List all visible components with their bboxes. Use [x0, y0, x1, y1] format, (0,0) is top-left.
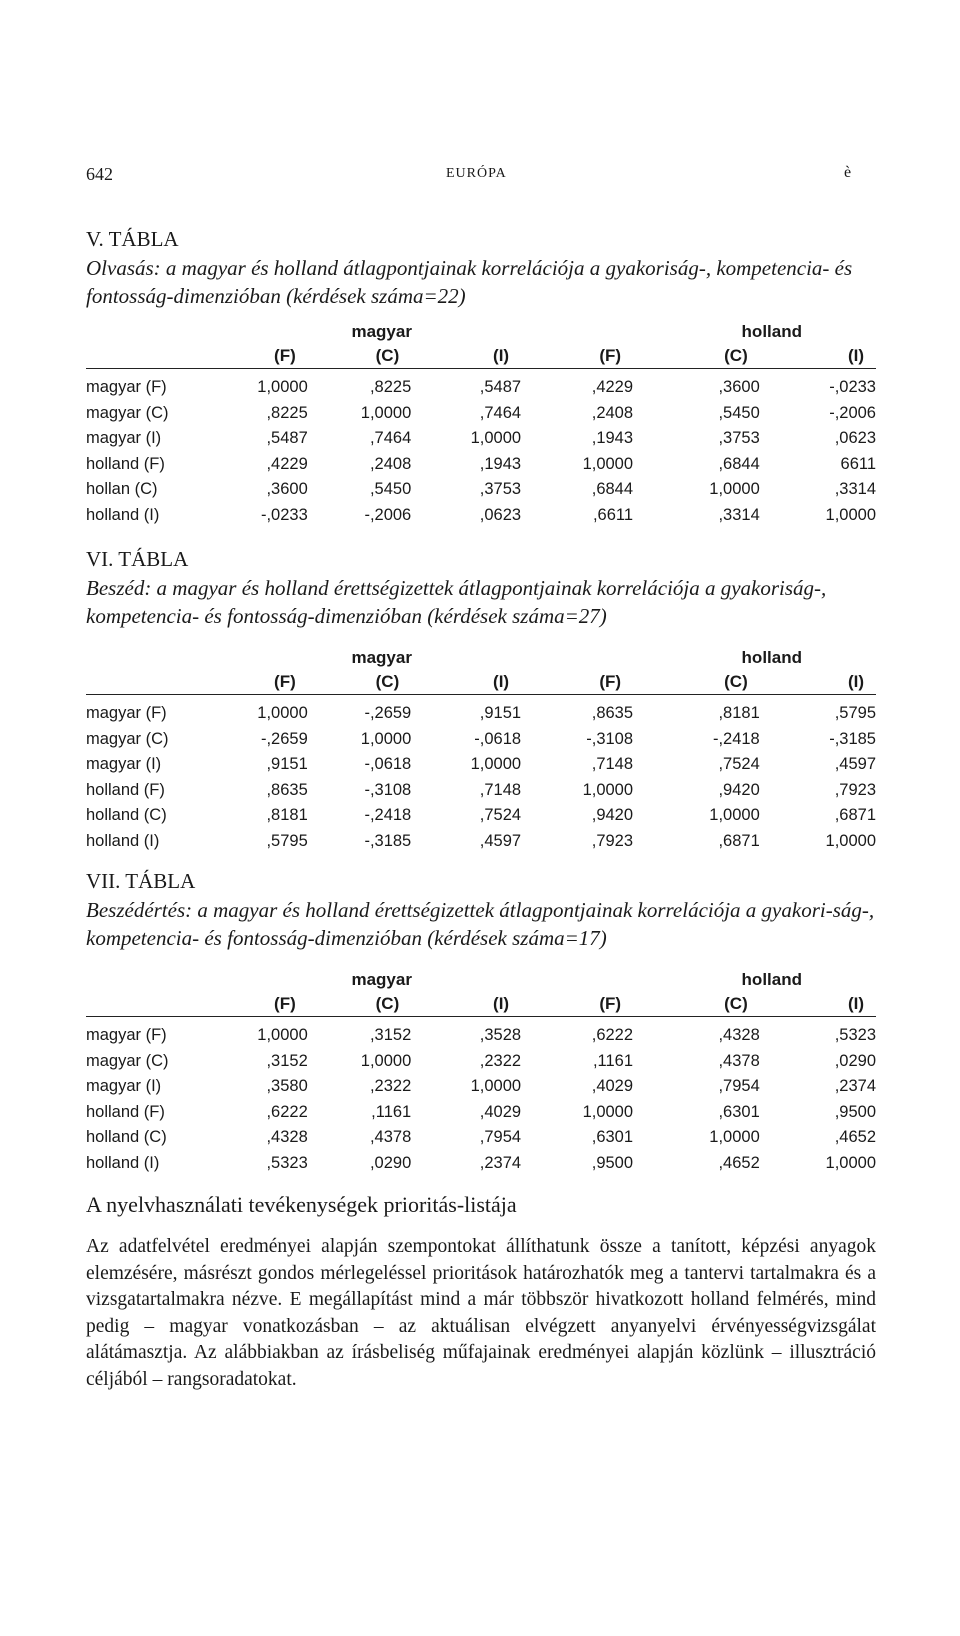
row-label: holland (I)	[86, 831, 160, 850]
table-cell: ,3314	[718, 505, 760, 524]
table-row	[86, 401, 876, 427]
table-section-vii	[86, 868, 876, 1172]
row-label: magyar (F)	[86, 704, 167, 723]
table-cell: ,8635	[591, 704, 634, 723]
table-cell: ,5795	[834, 704, 876, 723]
column-header: (I)	[760, 992, 876, 1017]
table-row	[86, 1049, 876, 1075]
table-cell: -,2659	[364, 704, 412, 723]
table-cell: 1,0000	[582, 1102, 634, 1121]
column-header-row	[86, 670, 876, 695]
table-cell: -,3108	[586, 729, 634, 748]
column-header: (C)	[633, 992, 760, 1017]
table-cell: ,3152	[369, 1026, 412, 1045]
table-cell: ,5487	[479, 378, 522, 397]
table-cell: -,2418	[712, 729, 760, 748]
table-cell: ,7923	[591, 831, 634, 850]
table-cell: 1,0000	[709, 480, 760, 499]
table-cell: 1,0000	[470, 755, 522, 774]
table-cell: ,6222	[266, 1102, 308, 1121]
table-cell: ,4597	[479, 831, 522, 850]
row-label: holland (I)	[86, 1153, 160, 1172]
column-header: (C)	[308, 670, 411, 695]
table-cell: ,4328	[718, 1026, 760, 1045]
body-paragraph: Az adatfelvétel eredményei alapján szempontokat állíthatunk össze a tanított, képzési anyagok elemzésére, másrészt gondos mérlegeléssel prioritások határozhatók meg a tantervi tartalmakra és a vizsgatartalmakra nézve. E megállapítást mind a már többször hivatkozott holland felmérés, mind pedig – magyar vonatkozásban – az aktuálisan elvégzett anyanyelvi érvényességvizsgálat alátámasztja. Az alábbiakban az írásbeliség műfajainak eredményei alapján közlünk – illusztráció céljából – rangsoradatokat.	[86, 1236, 876, 1390]
table-row	[86, 727, 876, 753]
table-title: VII. TÁBLA	[86, 869, 196, 893]
column-header: (C)	[633, 344, 760, 369]
table-cell: ,6301	[591, 1128, 634, 1147]
table-cell: ,4652	[834, 1128, 876, 1147]
table-row	[86, 829, 876, 855]
table-row	[86, 503, 876, 529]
table-row	[86, 778, 876, 804]
table-cell: ,1943	[591, 429, 634, 448]
table-cell: ,4029	[479, 1102, 522, 1121]
row-label: magyar (C)	[86, 729, 169, 748]
table-cell: ,8181	[718, 704, 760, 723]
table-cell: ,4652	[718, 1153, 760, 1172]
table-cell: ,7464	[369, 429, 412, 448]
table-cell: ,9500	[591, 1153, 634, 1172]
table-caption: Beszédértés: a magyar és holland érettségizettek átlagpontjainak korrelációja a gyakori-ság-, kompetencia- és fontosság-dimenzióban (kérdések száma=17)	[86, 898, 875, 950]
table-cell: ,9420	[591, 806, 634, 825]
table-cell: ,8181	[266, 806, 308, 825]
table-cell: ,4229	[266, 454, 308, 473]
table-row	[86, 477, 876, 503]
table-row	[86, 695, 876, 727]
table-row	[86, 1100, 876, 1126]
table-cell: 1,0000	[360, 1051, 412, 1070]
table-cell: 1,0000	[257, 704, 308, 723]
table-cell: ,3580	[266, 1077, 308, 1096]
table-cell: -,0233	[260, 505, 308, 524]
table-cell: 1,0000	[709, 1128, 760, 1147]
row-label: magyar (F)	[86, 378, 167, 397]
table-cell: -,3108	[364, 780, 412, 799]
group-header-row	[86, 646, 876, 670]
table-cell: -,2006	[829, 403, 876, 422]
section-heading: A nyelvhasználati tevékenységek prioritás-listája	[86, 1192, 517, 1217]
page-number: 642	[86, 164, 113, 184]
table-cell: ,5323	[266, 1153, 308, 1172]
table-cell: ,6611	[592, 505, 634, 524]
group-header: magyar	[351, 322, 412, 341]
table-cell: -,3185	[829, 729, 876, 748]
table-cell: -,2418	[364, 806, 412, 825]
table-title: VI. TÁBLA	[86, 547, 189, 571]
table-cell: ,6301	[718, 1102, 760, 1121]
column-header: (F)	[242, 992, 307, 1017]
table-cell: ,9151	[479, 704, 522, 723]
table-cell: ,8225	[266, 403, 308, 422]
column-header: (C)	[633, 670, 760, 695]
row-label: magyar (I)	[86, 1077, 162, 1096]
table-cell: ,7954	[479, 1128, 522, 1147]
group-header-row	[86, 320, 876, 344]
table-cell: -,2659	[260, 729, 308, 748]
table-cell: ,1943	[479, 454, 522, 473]
column-header: (I)	[411, 992, 521, 1017]
table-cell: ,2322	[479, 1051, 522, 1070]
correlation-table	[86, 320, 876, 528]
group-header: magyar	[351, 648, 412, 667]
table-row	[86, 752, 876, 778]
column-header: (I)	[411, 670, 521, 695]
page-mark: ѐ	[844, 164, 852, 181]
table-cell: ,9500	[834, 1102, 876, 1121]
column-header: (F)	[242, 344, 307, 369]
table-section-vi	[86, 546, 876, 850]
row-label: magyar (I)	[86, 429, 162, 448]
column-header: (F)	[521, 344, 633, 369]
row-label: holland (C)	[86, 806, 167, 825]
table-cell: ,4029	[591, 1077, 634, 1096]
table-row	[86, 452, 876, 478]
column-header: (F)	[242, 670, 307, 695]
table-cell: 1,0000	[257, 1026, 308, 1045]
correlation-table	[86, 968, 876, 1176]
table-cell: ,5450	[369, 480, 412, 499]
row-label: hollan (C)	[86, 480, 158, 499]
table-cell: -,0233	[829, 378, 876, 397]
row-label: holland (F)	[86, 780, 165, 799]
table-cell: 1,0000	[825, 1153, 876, 1172]
correlation-table	[86, 646, 876, 854]
table-row	[86, 803, 876, 829]
table-cell: 1,0000	[582, 780, 634, 799]
table-cell: ,3314	[834, 480, 876, 499]
table-row	[86, 1074, 876, 1100]
table-cell: 1,0000	[470, 1077, 522, 1096]
column-header: (F)	[521, 992, 633, 1017]
table-row	[86, 1017, 876, 1049]
row-label: holland (I)	[86, 505, 160, 524]
table-cell: ,6844	[591, 480, 634, 499]
table-cell: -,3185	[364, 831, 412, 850]
table-cell: ,6222	[591, 1026, 634, 1045]
table-cell: ,7464	[479, 403, 522, 422]
table-cell: ,8635	[266, 780, 308, 799]
table-cell: 1,0000	[360, 403, 412, 422]
table-row	[86, 369, 876, 401]
row-label: magyar (I)	[86, 755, 162, 774]
table-cell: 1,0000	[825, 831, 876, 850]
group-header: holland	[741, 322, 802, 341]
group-header: holland	[741, 970, 802, 989]
table-cell: ,6871	[834, 806, 876, 825]
table-cell: ,1161	[592, 1051, 634, 1070]
table-cell: 1,0000	[582, 454, 634, 473]
table-section-v	[86, 226, 876, 524]
table-cell: -,0618	[474, 729, 522, 748]
table-cell: ,5795	[266, 831, 308, 850]
table-cell: 1,0000	[825, 505, 876, 524]
table-cell: ,6844	[718, 454, 760, 473]
column-header: (F)	[521, 670, 633, 695]
table-row	[86, 426, 876, 452]
table-cell: ,7148	[591, 755, 634, 774]
table-cell: ,3600	[266, 480, 308, 499]
page-header	[86, 164, 852, 188]
table-cell: ,2408	[591, 403, 634, 422]
table-cell: ,3600	[718, 378, 760, 397]
table-cell: 1,0000	[257, 378, 308, 397]
table-cell: ,4597	[834, 755, 876, 774]
table-cell: ,3528	[479, 1026, 522, 1045]
row-label: magyar (C)	[86, 403, 169, 422]
table-cell: 6611	[840, 454, 876, 473]
row-label: magyar (C)	[86, 1051, 169, 1070]
column-header-row	[86, 344, 876, 369]
table-cell: ,1161	[371, 1102, 412, 1121]
table-cell: ,5323	[834, 1026, 876, 1045]
row-label: holland (F)	[86, 454, 165, 473]
column-header: (I)	[760, 670, 876, 695]
table-row	[86, 1151, 876, 1177]
running-title: EURÓPA	[446, 166, 507, 181]
group-header: magyar	[351, 970, 412, 989]
column-header: (C)	[308, 344, 411, 369]
table-cell: ,5450	[718, 403, 760, 422]
table-row	[86, 1125, 876, 1151]
table-cell: ,2374	[834, 1077, 876, 1096]
table-cell: ,7923	[834, 780, 876, 799]
table-cell: ,8225	[369, 378, 412, 397]
table-cell: ,0290	[834, 1051, 876, 1070]
table-cell: ,0290	[369, 1153, 412, 1172]
row-label: magyar (F)	[86, 1026, 167, 1045]
table-caption: Beszéd: a magyar és holland érettségizettek átlagpontjainak korrelációja a gyakoriság-, kompetencia- és fontosság-dimenzióban (kérdések száma=27)	[86, 576, 827, 628]
table-cell: -,0618	[364, 755, 412, 774]
table-cell: ,3753	[718, 429, 760, 448]
column-header-row	[86, 992, 876, 1017]
table-cell: ,4378	[369, 1128, 412, 1147]
table-cell: ,4378	[718, 1051, 760, 1070]
table-caption: Olvasás: a magyar és holland átlagpontjainak korrelációja a gyakoriság-, kompetencia- és fontosság-dimenzióban (kérdések száma=22)	[86, 256, 853, 308]
row-label: holland (F)	[86, 1102, 165, 1121]
table-cell: ,5487	[266, 429, 308, 448]
table-cell: ,7954	[718, 1077, 760, 1096]
table-cell: ,3152	[266, 1051, 308, 1070]
table-cell: ,7524	[718, 755, 760, 774]
table-cell: ,7148	[479, 780, 522, 799]
table-cell: ,9151	[266, 755, 308, 774]
table-cell: ,9420	[718, 780, 760, 799]
table-cell: ,2322	[369, 1077, 412, 1096]
table-cell: ,6871	[718, 831, 760, 850]
column-header: (I)	[411, 344, 521, 369]
table-cell: 1,0000	[360, 729, 412, 748]
table-title: V. TÁBLA	[86, 227, 179, 251]
table-cell: -,2006	[364, 505, 412, 524]
table-cell: ,0623	[834, 429, 876, 448]
group-header: holland	[741, 648, 802, 667]
table-cell: ,2374	[479, 1153, 522, 1172]
table-cell: ,3753	[479, 480, 522, 499]
column-header: (C)	[308, 992, 411, 1017]
table-cell: ,4229	[591, 378, 634, 397]
column-header: (I)	[760, 344, 876, 369]
table-cell: ,0623	[479, 505, 522, 524]
table-cell: ,4328	[266, 1128, 308, 1147]
table-cell: ,2408	[369, 454, 412, 473]
table-cell: ,7524	[479, 806, 522, 825]
table-cell: 1,0000	[709, 806, 760, 825]
table-cell: 1,0000	[470, 429, 522, 448]
group-header-row	[86, 968, 876, 992]
row-label: holland (C)	[86, 1128, 167, 1147]
